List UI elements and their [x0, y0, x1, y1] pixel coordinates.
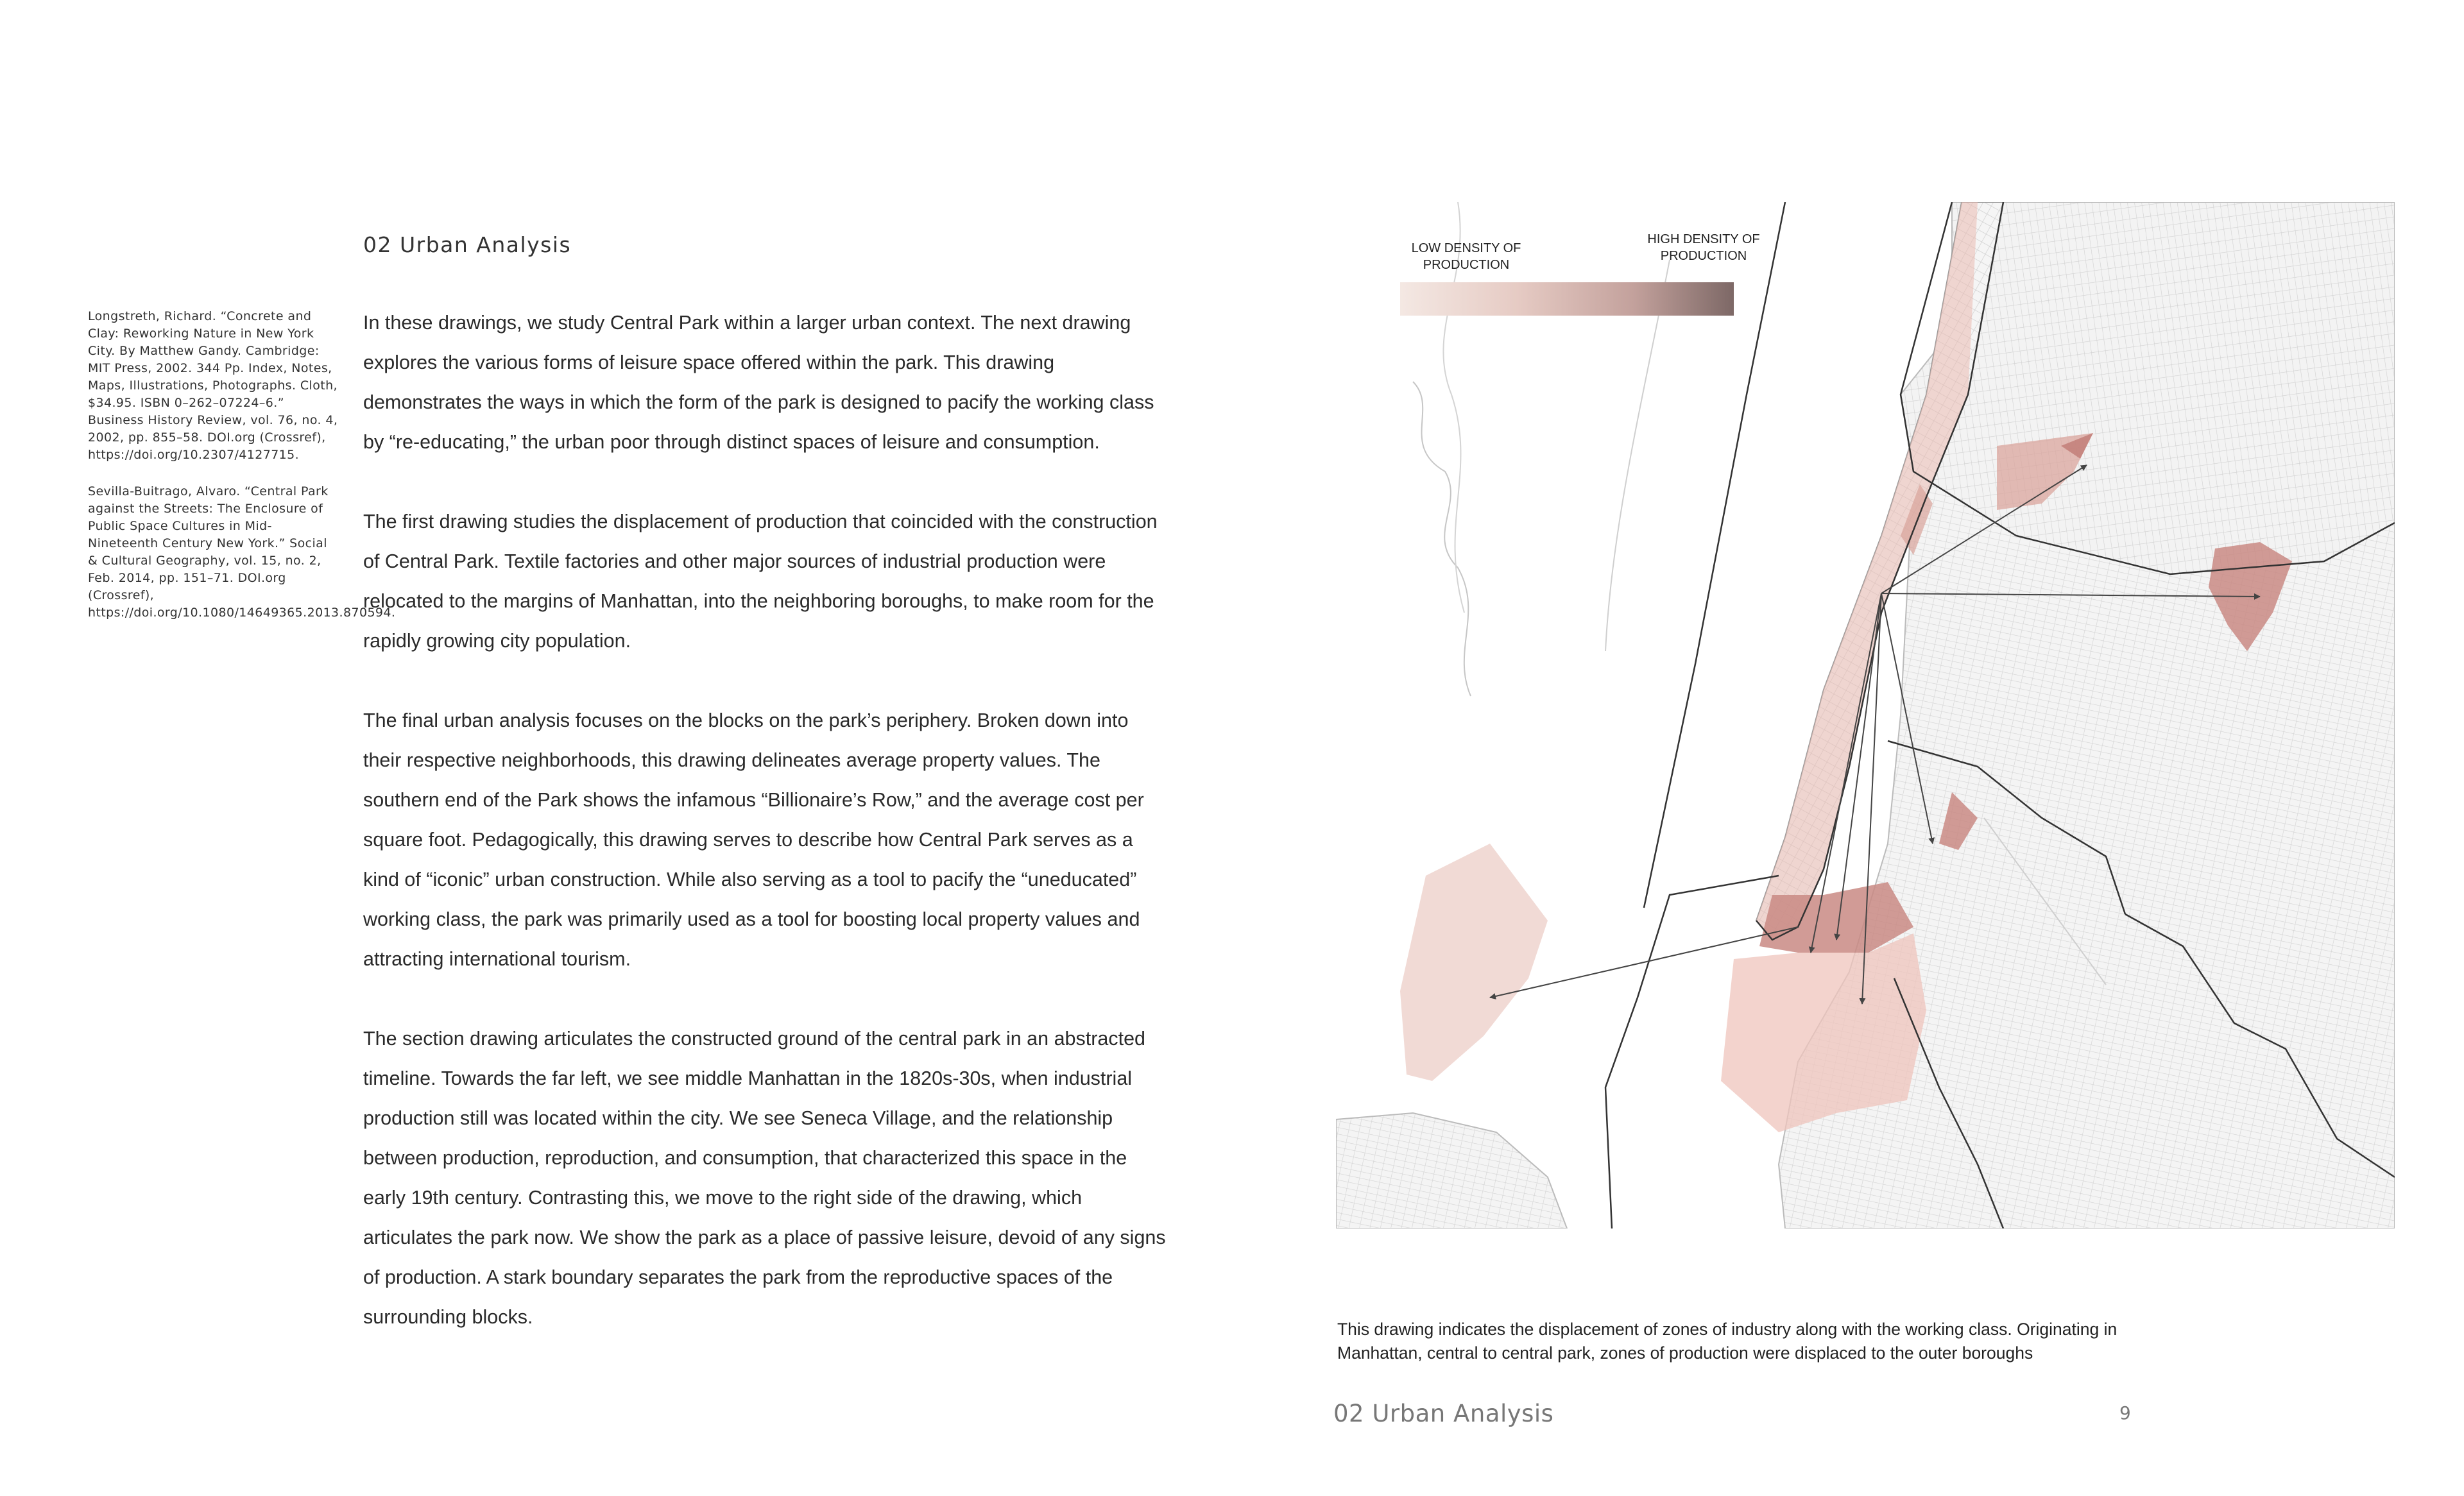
reference-entry: Longstreth, Richard. “Concrete and Clay: Reworking Nature in New York City. By Matthew Gandy. Cambridge: MIT Press, 2002. 344 Pp. Index, Notes, Maps, Illustrations, Photographs. Cloth, $34.95. ISBN 0–262–07224–6.” Business History Review, vol. 76, no. 4, 2002, pp. 855–58. DOI.org (Crossref), https://doi.org/10.2307/4127715. — [88, 309, 338, 462]
body-paragraph: In these drawings, we study Central Park within a larger urban context. The next drawing explores the various forms of leisure space offered within the park. This drawing demonstrates the ways in which the form of the park is designed to pacify the working class by “re-educating,” the urban poor through distinct spaces of leisure and consumption. — [363, 312, 1154, 453]
references-column — [88, 308, 396, 641]
production-displacement-map — [1336, 202, 2395, 1228]
legend-gradient-bar — [1400, 282, 1734, 316]
density-legend — [1392, 231, 1760, 321]
legend-low-label: LOW DENSITY OF PRODUCTION — [1411, 241, 1521, 272]
body-paragraph: The final urban analysis focuses on the blocks on the park’s periphery. Broken down into their respective neighborhoods, this drawing delineates average property values. The southern end of the Park shows the infamous “Billionaire’s Row,” and the average cost per square foot. Pedagogically, this drawing serves to describe how Central Park serves as a kind of “iconic” urban construction. While also serving as a tool to pacify the “uneducated” working class, the park was primarily used as a tool for boosting local property values and attracting international tourism. — [363, 710, 1144, 970]
reference-entry: Sevilla-Buitrago, Alvaro. “Central Park against the Streets: The Enclosure of Public Space Cultures in Mid-Nineteenth Century New York.” Social & Cultural Geography, vol. 15, no. 2, Feb. 2014, pp. 151–71. DOI.org (Crossref), https://doi.org/10.1080/14649365.2013.870594. — [88, 484, 396, 620]
body-text — [363, 303, 1172, 1337]
legend-high-label: HIGH DENSITY OF PRODUCTION — [1647, 232, 1760, 263]
map-caption: This drawing indicates the displacement of zones of industry along with the working class. Originating in Manhattan, central to central park, zones of production were displaced to the outer boroughs — [1337, 1320, 2118, 1363]
footer-title: 02 Urban Analysis — [1333, 1400, 1554, 1427]
section-title: 02 Urban Analysis — [363, 232, 572, 257]
page-number: 9 — [2119, 1402, 2131, 1424]
body-paragraph: The section drawing articulates the constructed ground of the central park in an abstracted timeline. Towards the far left, we see middle Manhattan in the 1820s-30s, when industrial production still was located within the city. We see Seneca Village, and the relationship between production, reproduction, and consumption, that characterized this space in the early 19th century. Contrasting this, we move to the right side of the drawing, which articulates the park now. We show the park as a place of passive leisure, devoid of any signs of production. A stark boundary separates the park from the reproductive spaces of the surrounding blocks. — [363, 1028, 1166, 1328]
body-paragraph: The first drawing studies the displacement of production that coincided with the construction of Central Park. Textile factories and other major sources of industrial production were relocated to the margins of Manhattan, into the neighboring boroughs, to make room for the rapidly growing city population. — [363, 511, 1158, 652]
